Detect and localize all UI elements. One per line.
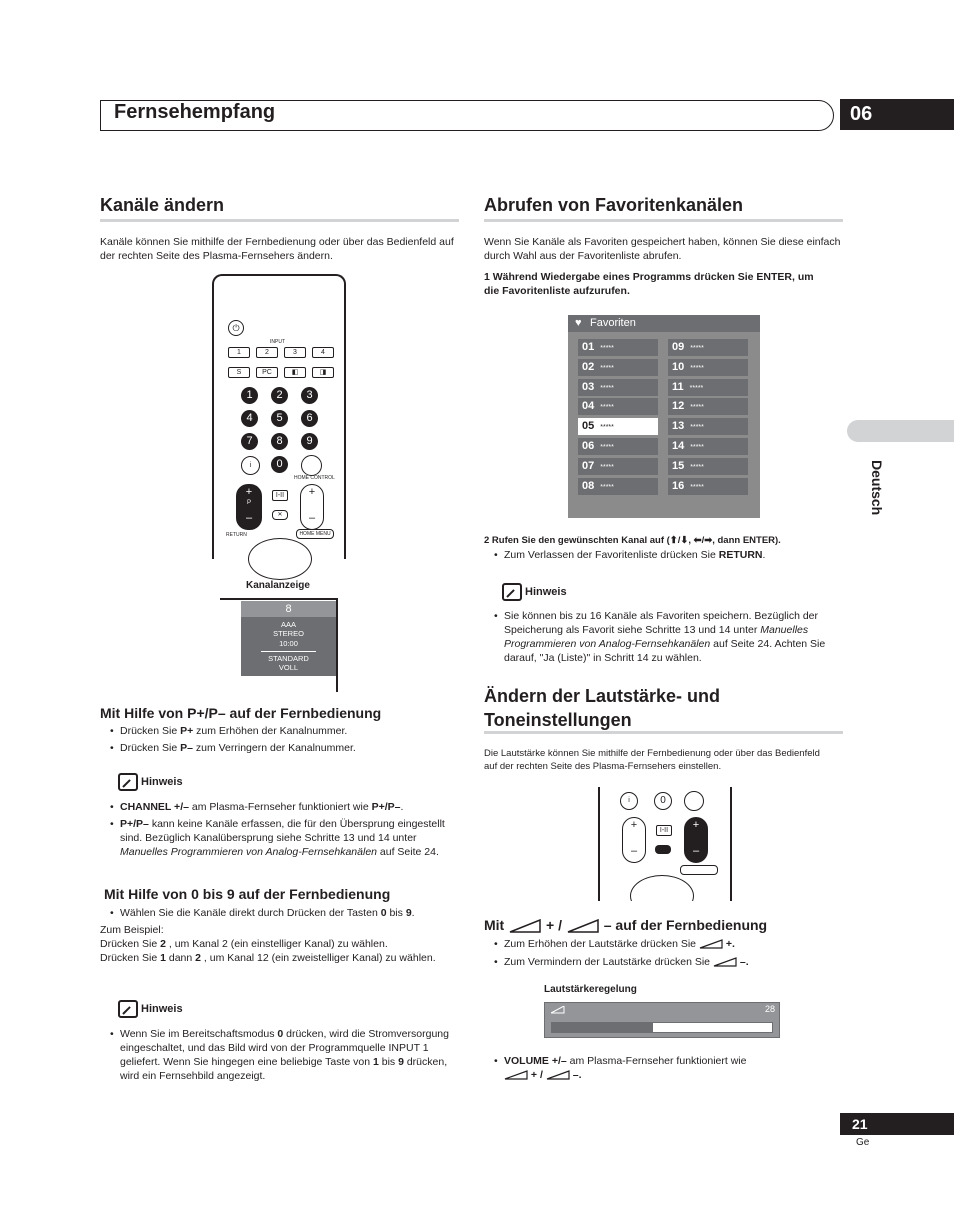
step-1: 1 Während Wiedergabe eines Programms drücken Sie ENTER, um die Favoritenliste aufzurufen. bbox=[484, 271, 814, 297]
list-item: • Sie können bis zu 16 Kanäle als Favoriten speichern. Bezüglich der Speicherung als Favorit siehe Schritte 13 und 14 unter Manuelles Programmieren von Analog-Fernsehkanälen auf Seite 24. Achten Sie darauf, "Ja (Liste)" in Schritt 14 zu wählen. bbox=[492, 609, 844, 665]
digit-6: 6 bbox=[301, 410, 318, 427]
step2-list bbox=[492, 548, 842, 562]
minus-icon: – bbox=[245, 512, 253, 524]
section-title-favorites: Abrufen von Favoritenkanälen bbox=[484, 195, 744, 215]
volume-value: 28 bbox=[764, 1004, 775, 1014]
home-control-button bbox=[301, 455, 322, 476]
dual-icon: I-II bbox=[272, 490, 288, 501]
channel-rocker bbox=[622, 817, 646, 863]
section-title-volume: Ändern der Lautstärke- und Toneinstellungen bbox=[484, 686, 721, 730]
list-item: • Zum Erhöhen der Lautstärke drücken Sie +. bbox=[492, 937, 842, 951]
osd-top-line bbox=[220, 598, 338, 600]
favorite-channel-04[interactable]: 04 ***** bbox=[578, 398, 658, 415]
vol-plus-icon: + bbox=[308, 486, 316, 498]
channel-rocker bbox=[236, 484, 262, 530]
section-rule bbox=[484, 731, 843, 734]
volume-list bbox=[492, 937, 842, 969]
osd-divider bbox=[261, 651, 316, 652]
osd-channel: 8 bbox=[241, 601, 336, 617]
mute-icon bbox=[655, 845, 671, 854]
vol-minus-icon: – bbox=[308, 512, 316, 524]
volume-icon bbox=[566, 919, 600, 933]
home-menu-button bbox=[680, 865, 718, 875]
step-2: 2 Rufen Sie den gewünschten Kanal auf (⬆/⬇, ⬅/➡, dann ENTER). bbox=[484, 535, 781, 546]
favorite-channel-07[interactable]: 07 ***** bbox=[578, 458, 658, 475]
note-list bbox=[108, 800, 458, 859]
navigation-pad bbox=[248, 538, 312, 580]
swap-icon: ◨ bbox=[312, 367, 334, 378]
volume-rocker bbox=[684, 817, 708, 863]
note-icon bbox=[118, 1000, 138, 1018]
favorite-channel-15[interactable]: 15 ***** bbox=[668, 458, 748, 475]
input-key-3: 3 bbox=[284, 347, 306, 358]
volume-icon bbox=[508, 919, 542, 933]
subsection-title-volume: Mit + / – auf der Fernbedienung bbox=[484, 917, 768, 933]
page-number: 21 bbox=[840, 1113, 954, 1135]
note-heading: Hinweis bbox=[502, 583, 567, 601]
remote-volume-illustration bbox=[598, 787, 732, 901]
favorite-channel-03[interactable]: 03 ***** bbox=[578, 379, 658, 396]
volume-icon bbox=[699, 939, 723, 949]
volume-icon bbox=[504, 1070, 528, 1080]
plus-icon: + bbox=[245, 486, 253, 498]
volume-track bbox=[551, 1022, 773, 1033]
digit-7: 7 bbox=[241, 433, 258, 450]
info-icon: i bbox=[620, 792, 638, 810]
favorite-channel-06[interactable]: 06 ***** bbox=[578, 438, 658, 455]
pplus-list bbox=[108, 724, 458, 755]
power-icon: ⏻ bbox=[228, 320, 244, 336]
osd-line2: STEREO bbox=[273, 629, 304, 638]
page-title: Fernsehempfang bbox=[114, 101, 276, 123]
osd-line3: 10:00 bbox=[279, 639, 298, 648]
digit-3: 3 bbox=[301, 387, 318, 404]
favorite-channel-08[interactable]: 08 ***** bbox=[578, 478, 658, 495]
input-key-4: 4 bbox=[312, 347, 334, 358]
input-label: INPUT bbox=[270, 339, 285, 345]
section-rule bbox=[100, 219, 459, 222]
favorite-channel-16[interactable]: 16 ***** bbox=[668, 478, 748, 495]
list-item: • Zum Vermindern der Lautstärke drücken Sie –. bbox=[492, 955, 842, 969]
volume-icon bbox=[551, 1006, 565, 1014]
favorite-channel-09[interactable]: 09 ***** bbox=[668, 339, 748, 356]
return-label: RETURN bbox=[226, 532, 247, 538]
volume-intro: Die Lautstärke können Sie mithilfe der Fernbedienung oder über das Bedienfeld auf der rechten Seite des Plasma-Fernsehers einstellen. bbox=[484, 748, 820, 772]
volume-icon bbox=[546, 1070, 570, 1080]
list-item: • Zum Verlassen der Favoritenliste drücken Sie RETURN. bbox=[492, 548, 842, 562]
p-label: P bbox=[246, 500, 251, 506]
digit-0-key: 0 bbox=[654, 792, 672, 810]
list-item: • Wenn Sie im Bereitschaftsmodus 0 drücken, wird die Stromversorgung eingeschaltet, und das Bild wird von der Programmquelle INPUT 1 geliefert. Wenn Sie hingegen eine beliebige Taste von 1 bis 9 drücken, wird ein Fernsehbild angezeigt. bbox=[108, 1027, 453, 1083]
digits-list bbox=[108, 906, 458, 920]
home-menu-button: HOME MENU bbox=[296, 529, 334, 539]
volume-icon bbox=[713, 957, 737, 967]
example-label: Zum Beispiel: bbox=[100, 924, 164, 936]
remote-control-illustration bbox=[212, 274, 346, 559]
list-item: • Drücken Sie P– zum Verringern der Kanalnummer. bbox=[108, 741, 458, 755]
language-code: Ge bbox=[856, 1137, 870, 1148]
note-list bbox=[108, 1027, 453, 1083]
favorite-channel-11[interactable]: 11 ***** bbox=[668, 379, 748, 396]
note-heading: Hinweis bbox=[118, 1000, 183, 1018]
osd-line4: STANDARD bbox=[268, 654, 309, 663]
split-icon: ◧ bbox=[284, 367, 306, 378]
note-icon bbox=[118, 773, 138, 791]
osd-caption: Kanalanzeige bbox=[246, 580, 310, 591]
digit-8: 8 bbox=[271, 433, 288, 450]
volume-caption: Lautstärkeregelung bbox=[544, 984, 637, 995]
favorite-channel-05[interactable]: 05 ***** bbox=[578, 418, 658, 435]
list-item: • CHANNEL +/– am Plasma-Fernseher funktioniert wie P+/P–. bbox=[108, 800, 458, 814]
osd-box bbox=[241, 601, 336, 676]
favorite-channel-02[interactable]: 02 ***** bbox=[578, 359, 658, 376]
note-icon bbox=[502, 583, 522, 601]
input-key-1: 1 bbox=[228, 347, 250, 358]
favorite-channel-01[interactable]: 01 ***** bbox=[578, 339, 658, 356]
input-key-pc: PC bbox=[256, 367, 278, 378]
chapter-number: 06 bbox=[840, 99, 954, 130]
vol-plus-icon: + bbox=[692, 819, 700, 831]
favorite-channel-12[interactable]: 12 ***** bbox=[668, 398, 748, 415]
mute-icon: ✕ bbox=[272, 510, 288, 520]
note-heading: Hinweis bbox=[118, 773, 183, 791]
volume-note-list bbox=[492, 1054, 842, 1082]
list-item: • P+/P– kann keine Kanäle erfassen, die für den Übersprung eingestellt sind. Bezüglich Kanalübersprung siehe Schritte 13 und 14 unter Manuelles Programmieren von Analog-Fernsehkanälen auf Seite 24. bbox=[108, 817, 458, 859]
volume-osd bbox=[544, 1002, 780, 1038]
subsection-title-digits: Mit Hilfe von 0 bis 9 auf der Fernbedienung bbox=[104, 886, 391, 902]
dual-icon: I-II bbox=[656, 825, 672, 836]
section-title-channels: Kanäle ändern bbox=[100, 195, 225, 215]
list-item: • Wählen Sie die Kanäle direkt durch Drücken der Tasten 0 bis 9. bbox=[108, 906, 458, 920]
digit-1: 1 bbox=[241, 387, 258, 404]
digit-0: 0 bbox=[271, 456, 288, 473]
osd-right-line bbox=[336, 598, 338, 692]
example-2: Drücken Sie 1 dann 2 , um Kanal 12 (ein zweistelliger Kanal) zu wählen. bbox=[100, 952, 436, 964]
section-rule bbox=[484, 219, 843, 222]
info-icon: i bbox=[241, 456, 260, 475]
language-tab bbox=[847, 420, 954, 442]
list-item: • Drücken Sie P+ zum Erhöhen der Kanalnummer. bbox=[108, 724, 458, 738]
favorite-icon: ♥ bbox=[575, 317, 582, 329]
digit-2: 2 bbox=[271, 387, 288, 404]
osd-line5: VOLL bbox=[278, 663, 299, 672]
list-item: • VOLUME +/– am Plasma-Fernseher funktioniert wie + / –. bbox=[492, 1054, 842, 1082]
digit-5: 5 bbox=[271, 410, 288, 427]
language-label: Deutsch bbox=[869, 460, 885, 516]
intro-text: Kanäle können Sie mithilfe der Fernbedienung oder über das Bedienfeld auf der rechten Seite des Plasma-Fernsehers ändern. bbox=[100, 236, 454, 262]
favorite-channel-14[interactable]: 14 ***** bbox=[668, 438, 748, 455]
example-1: Drücken Sie 2 , um Kanal 2 (ein einstelliger Kanal) zu wählen. bbox=[100, 938, 388, 950]
osd-line1: AAA bbox=[280, 620, 296, 629]
favorites-header: ♥ Favoriten bbox=[568, 315, 760, 332]
favorite-channel-13[interactable]: 13 ***** bbox=[668, 418, 748, 435]
navigation-pad bbox=[630, 875, 694, 901]
home-control-label: HOME CONTROL bbox=[294, 475, 335, 481]
favorites-panel bbox=[568, 315, 760, 518]
volume-fill bbox=[552, 1023, 653, 1032]
digit-4: 4 bbox=[241, 410, 258, 427]
minus-icon: – bbox=[630, 845, 638, 857]
note-list bbox=[492, 609, 844, 665]
home-control-button bbox=[684, 791, 704, 811]
input-key-s: S bbox=[228, 367, 250, 378]
subsection-title-pplus: Mit Hilfe von P+/P– auf der Fernbedienung bbox=[100, 705, 382, 721]
input-key-2: 2 bbox=[256, 347, 278, 358]
plus-icon: + bbox=[630, 819, 638, 831]
digit-9: 9 bbox=[301, 433, 318, 450]
favorite-channel-10[interactable]: 10 ***** bbox=[668, 359, 748, 376]
volume-rocker bbox=[300, 484, 324, 530]
vol-minus-icon: – bbox=[692, 845, 700, 857]
favorites-intro: Wenn Sie Kanäle als Favoriten gespeichert haben, können Sie diese einfach durch Wahl aus der Favoritenliste abrufen. bbox=[484, 236, 841, 262]
